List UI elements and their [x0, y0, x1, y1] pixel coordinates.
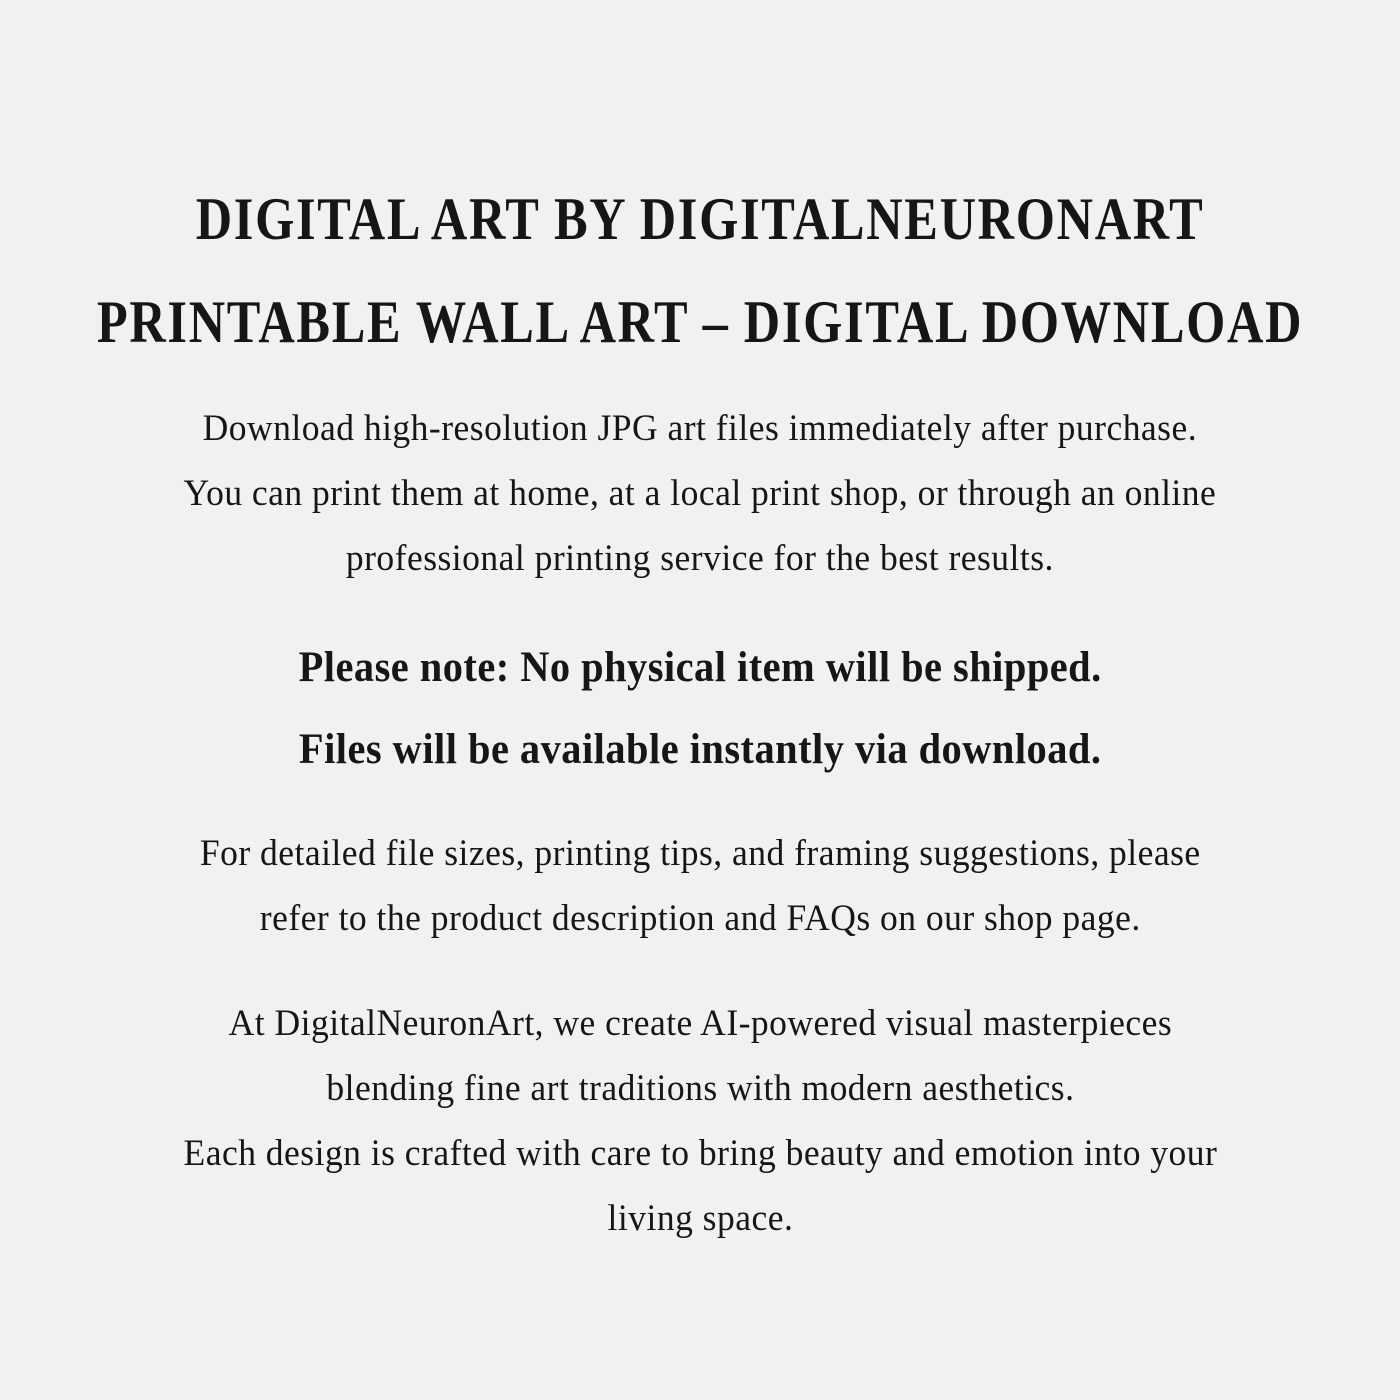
shipping-note-paragraph	[298, 627, 1101, 791]
details-paragraph	[200, 821, 1201, 951]
download-info-line: You can print them at home, at a local print shop, or through an online	[183, 473, 1217, 514]
shipping-note-line: Please note: No physical item will be shipped.	[298, 644, 1102, 691]
details-line: refer to the product description and FAQs on our shop page.	[259, 898, 1141, 939]
about-line: blending fine art traditions with modern aesthetics.	[325, 1068, 1074, 1109]
title-line-1: DIGITAL ART BY DIGITALNEURONART	[195, 186, 1205, 252]
download-info-paragraph	[184, 396, 1217, 591]
page-title	[97, 168, 1303, 374]
about-line: Each design is crafted with care to bring beauty and emotion into your	[183, 1133, 1217, 1174]
shipping-note-line: Files will be available instantly via download.	[298, 726, 1102, 773]
title-line-2: PRINTABLE WALL ART – DIGITAL DOWNLOAD	[96, 289, 1304, 355]
about-line: living space.	[607, 1198, 793, 1239]
download-info-line: Download high-resolution JPG art files immediately after purchase.	[202, 408, 1198, 449]
download-info-line: professional printing service for the best results.	[345, 538, 1055, 579]
details-line: For detailed file sizes, printing tips, and framing suggestions, please	[199, 833, 1201, 874]
about-line: At DigitalNeuronArt, we create AI-powered visual masterpieces	[228, 1003, 1172, 1044]
about-paragraph	[183, 991, 1217, 1251]
